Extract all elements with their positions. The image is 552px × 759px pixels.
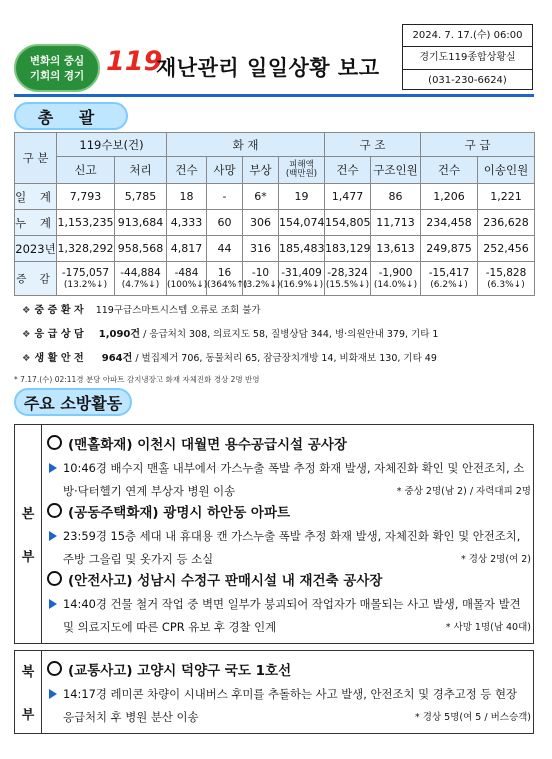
info-value: 964건 [101, 353, 133, 364]
col-header: 부상 [243, 157, 279, 184]
diamond-bullet-icon: ❖ [22, 329, 31, 340]
cell: 249,875 [421, 236, 478, 262]
stats-table [14, 132, 535, 296]
cell: 958,568 [115, 236, 167, 262]
report-org: 경기도119종합상황실 [403, 47, 532, 69]
cell: 316 [243, 236, 279, 262]
change-value: -10 [251, 266, 270, 279]
title-number: 119 [106, 46, 163, 77]
circle-bullet-icon [47, 435, 62, 450]
info-label: 중 증 환 자 [34, 305, 84, 316]
info-value: 1,090건 [98, 329, 141, 340]
event-item [47, 659, 531, 729]
cell: 236,628 [478, 210, 535, 236]
change-pct: (6.3%↓) [487, 279, 525, 290]
side-char: 본 [21, 507, 35, 522]
event-title [47, 569, 531, 589]
info-detail: / 벌집제거 706, 동물처리 65, 잠금장치개방 14, 비화재보 130, 기타 49 [135, 353, 437, 364]
damage-label-1: 피해액 [289, 160, 314, 170]
logo-line-1: 변화의 중심 [29, 55, 85, 67]
triangle-bullet-icon [49, 463, 57, 473]
side-char: 북 [21, 665, 35, 680]
cell [167, 262, 207, 296]
row-2023 [15, 236, 535, 262]
header-rescue: 구 조 [325, 133, 421, 157]
cell [115, 262, 167, 296]
event-body [47, 683, 531, 729]
cell [371, 262, 421, 296]
gyeonggi-logo [14, 44, 100, 92]
cell: 252,456 [478, 236, 535, 262]
info-emergency-consult [22, 325, 438, 340]
cell: 19 [279, 184, 325, 210]
circle-bullet-icon [47, 661, 62, 676]
group-side-label [15, 425, 42, 643]
report-date: 2024. 7. 17.(수) 06:00 [403, 25, 532, 47]
section-summary: 총 괄 [14, 102, 128, 130]
col-header: 신고 [57, 157, 115, 184]
footnote: * 7.17.(수) 02:11경 분당 아파트 감지냉장고 화재 자체진화 경상 2명 반영 [14, 375, 260, 384]
group-side-label [15, 651, 42, 733]
info-label: 생 활 안 전 [34, 353, 84, 364]
change-pct: (3.2%↓) [243, 279, 281, 290]
row-label: 일 계 [15, 184, 57, 210]
side-char: 부 [21, 550, 35, 565]
diamond-bullet-icon: ❖ [22, 305, 31, 316]
cell: 4,333 [167, 210, 207, 236]
page-title: 재난관리 일일상황 보고 [156, 56, 380, 80]
cell: 1,153,235 [57, 210, 115, 236]
col-header: 건수 [421, 157, 478, 184]
event-casualty: * 경상 5명(여 5 / 버스승객) [415, 712, 531, 723]
event-body [47, 457, 531, 503]
change-pct: (16.9%↓) [279, 279, 324, 290]
info-label: 응 급 상 담 [34, 329, 84, 340]
event-item [47, 569, 531, 639]
event-title-text: (안전사고) 성남시 수정구 판매시설 내 재건축 공사장 [68, 573, 383, 589]
event-title [47, 433, 531, 453]
change-value: -175,057 [61, 266, 110, 279]
header-report: 119수보(건) [57, 133, 167, 157]
event-title [47, 659, 531, 679]
header-divider [14, 94, 534, 97]
triangle-bullet-icon [49, 689, 57, 699]
row-label: 증 감 [15, 262, 57, 296]
cell [279, 262, 325, 296]
event-casualty: * 사망 1명(남 40대) [445, 622, 531, 633]
circle-bullet-icon [47, 503, 62, 518]
side-char: 부 [21, 708, 35, 723]
cell: 154,074 [279, 210, 325, 236]
activity-group-north [14, 650, 534, 734]
change-pct: (14.0%↓) [373, 279, 418, 290]
cell: 306 [243, 210, 279, 236]
change-pct: (4.7%↓) [121, 279, 160, 290]
change-pct: (6.2%↓) [430, 279, 468, 290]
event-body [47, 593, 531, 639]
header-fire: 화 재 [167, 133, 325, 157]
report-phone: (031-230-6624) [428, 74, 507, 86]
event-body-text: 23:59경 15층 세대 내 휴대용 캔 가스누출 폭발 추정 화재 발생, 자체진화 확인 및 안전조치, 주방 그을림 및 옷가지 등 소실 [63, 529, 521, 566]
cell: 86 [371, 184, 421, 210]
cell: 7,793 [57, 184, 115, 210]
cell: 4,817 [167, 236, 207, 262]
event-body-text: 14:40경 건물 철거 작업 중 벽면 일부가 붕괴되어 작업자가 매몰되는 사고 발생, 매몰자 발견 및 의료지도에 따른 CPR 유보 후 경찰 인계 [63, 597, 521, 634]
event-body [47, 525, 531, 571]
cell: 1,221 [478, 184, 535, 210]
circle-bullet-icon [47, 571, 62, 586]
row-daily [15, 184, 535, 210]
change-value: -484 [174, 266, 199, 279]
info-critical-patients [22, 301, 261, 316]
change-value: 16 [217, 266, 232, 279]
report-info-box [402, 24, 533, 90]
event-title [47, 501, 531, 521]
cell [478, 262, 535, 296]
info-value: 119구급스마트시스템 오류로 조회 불가 [95, 305, 261, 316]
event-body-text: 14:17경 레미콘 차량이 시내버스 후미를 추돌하는 사고 발생, 안전조치 및 경추고정 등 현장 응급처치 후 병원 분산 이송 [63, 687, 518, 724]
cell: 13,613 [371, 236, 421, 262]
cell: 913,684 [115, 210, 167, 236]
change-pct: (364%↑) [207, 279, 248, 290]
triangle-bullet-icon [49, 599, 57, 609]
cell: 5,785 [115, 184, 167, 210]
cell: 185,483 [279, 236, 325, 262]
cell: 1,328,292 [57, 236, 115, 262]
col-header: 구조인원 [371, 157, 421, 184]
col-header: 건수 [167, 157, 207, 184]
cell: 44 [207, 236, 243, 262]
col-header: 건수 [325, 157, 371, 184]
logo-line-2: 기회의 경기 [29, 70, 85, 82]
event-title-text: (교통사고) 고양시 덕양구 국도 1호선 [68, 663, 292, 679]
header-ems: 구 급 [421, 133, 535, 157]
info-life-safety [22, 349, 437, 364]
cell: 11,713 [371, 210, 421, 236]
event-casualty: * 중상 2명(남 2) / 자력대피 2명 [396, 486, 531, 497]
cell: 1,206 [421, 184, 478, 210]
row-cumulative [15, 210, 535, 236]
event-body-text: 10:46경 배수지 맨홀 내부에서 가스누출 폭발 추정 화재 발생, 자체진화 확인 및 안전조치, 소방·닥터헬기 연계 부상자 병원 이송 [63, 461, 525, 498]
col-header: 사망 [207, 157, 243, 184]
event-casualty: * 경상 2명(여 2) [460, 554, 531, 565]
event-item [47, 433, 531, 503]
change-value: -15,417 [428, 266, 470, 279]
change-value: -28,324 [327, 266, 368, 279]
cell: 18 [167, 184, 207, 210]
cell: - [207, 184, 243, 210]
change-value: -15,828 [485, 266, 527, 279]
row-label: 2023년 [15, 236, 57, 262]
cell [243, 262, 279, 296]
col-header-damage [279, 157, 325, 184]
cell [421, 262, 478, 296]
row-label: 누 계 [15, 210, 57, 236]
cell [57, 262, 115, 296]
change-pct: (15.5%↓) [325, 279, 370, 290]
row-change [15, 262, 535, 296]
cell: 1,477 [325, 184, 371, 210]
cell: 60 [207, 210, 243, 236]
cell: 183,129 [325, 236, 371, 262]
event-item [47, 501, 531, 571]
cell [325, 262, 371, 296]
info-detail: / 응급처치 308, 의료지도 58, 질병상담 344, 병·의원안내 379, 기타 1 [143, 329, 439, 340]
change-value: -44,884 [120, 266, 161, 279]
col-header: 이송인원 [478, 157, 535, 184]
change-pct: (13.2%↓) [63, 279, 108, 290]
cell: 234,458 [421, 210, 478, 236]
section-activities: 주요 소방활동 [14, 388, 132, 416]
event-title-text: (공동주택화재) 광명시 하안동 아파트 [68, 505, 291, 521]
triangle-bullet-icon [49, 531, 57, 541]
cell [207, 262, 248, 296]
activity-group-main [14, 424, 534, 644]
diamond-bullet-icon: ❖ [22, 353, 31, 364]
change-pct: (100%↓) [167, 279, 208, 290]
event-title-text: (맨홀화재) 이천시 대월면 용수공급시설 공사장 [68, 437, 347, 453]
change-value: -31,409 [281, 266, 322, 279]
header-gubun: 구 분 [15, 133, 57, 184]
cell: 6* [243, 184, 279, 210]
col-header: 처리 [115, 157, 167, 184]
change-value: -1,900 [378, 266, 413, 279]
cell: 154,805 [325, 210, 371, 236]
damage-label-2: (백만원) [285, 169, 318, 179]
